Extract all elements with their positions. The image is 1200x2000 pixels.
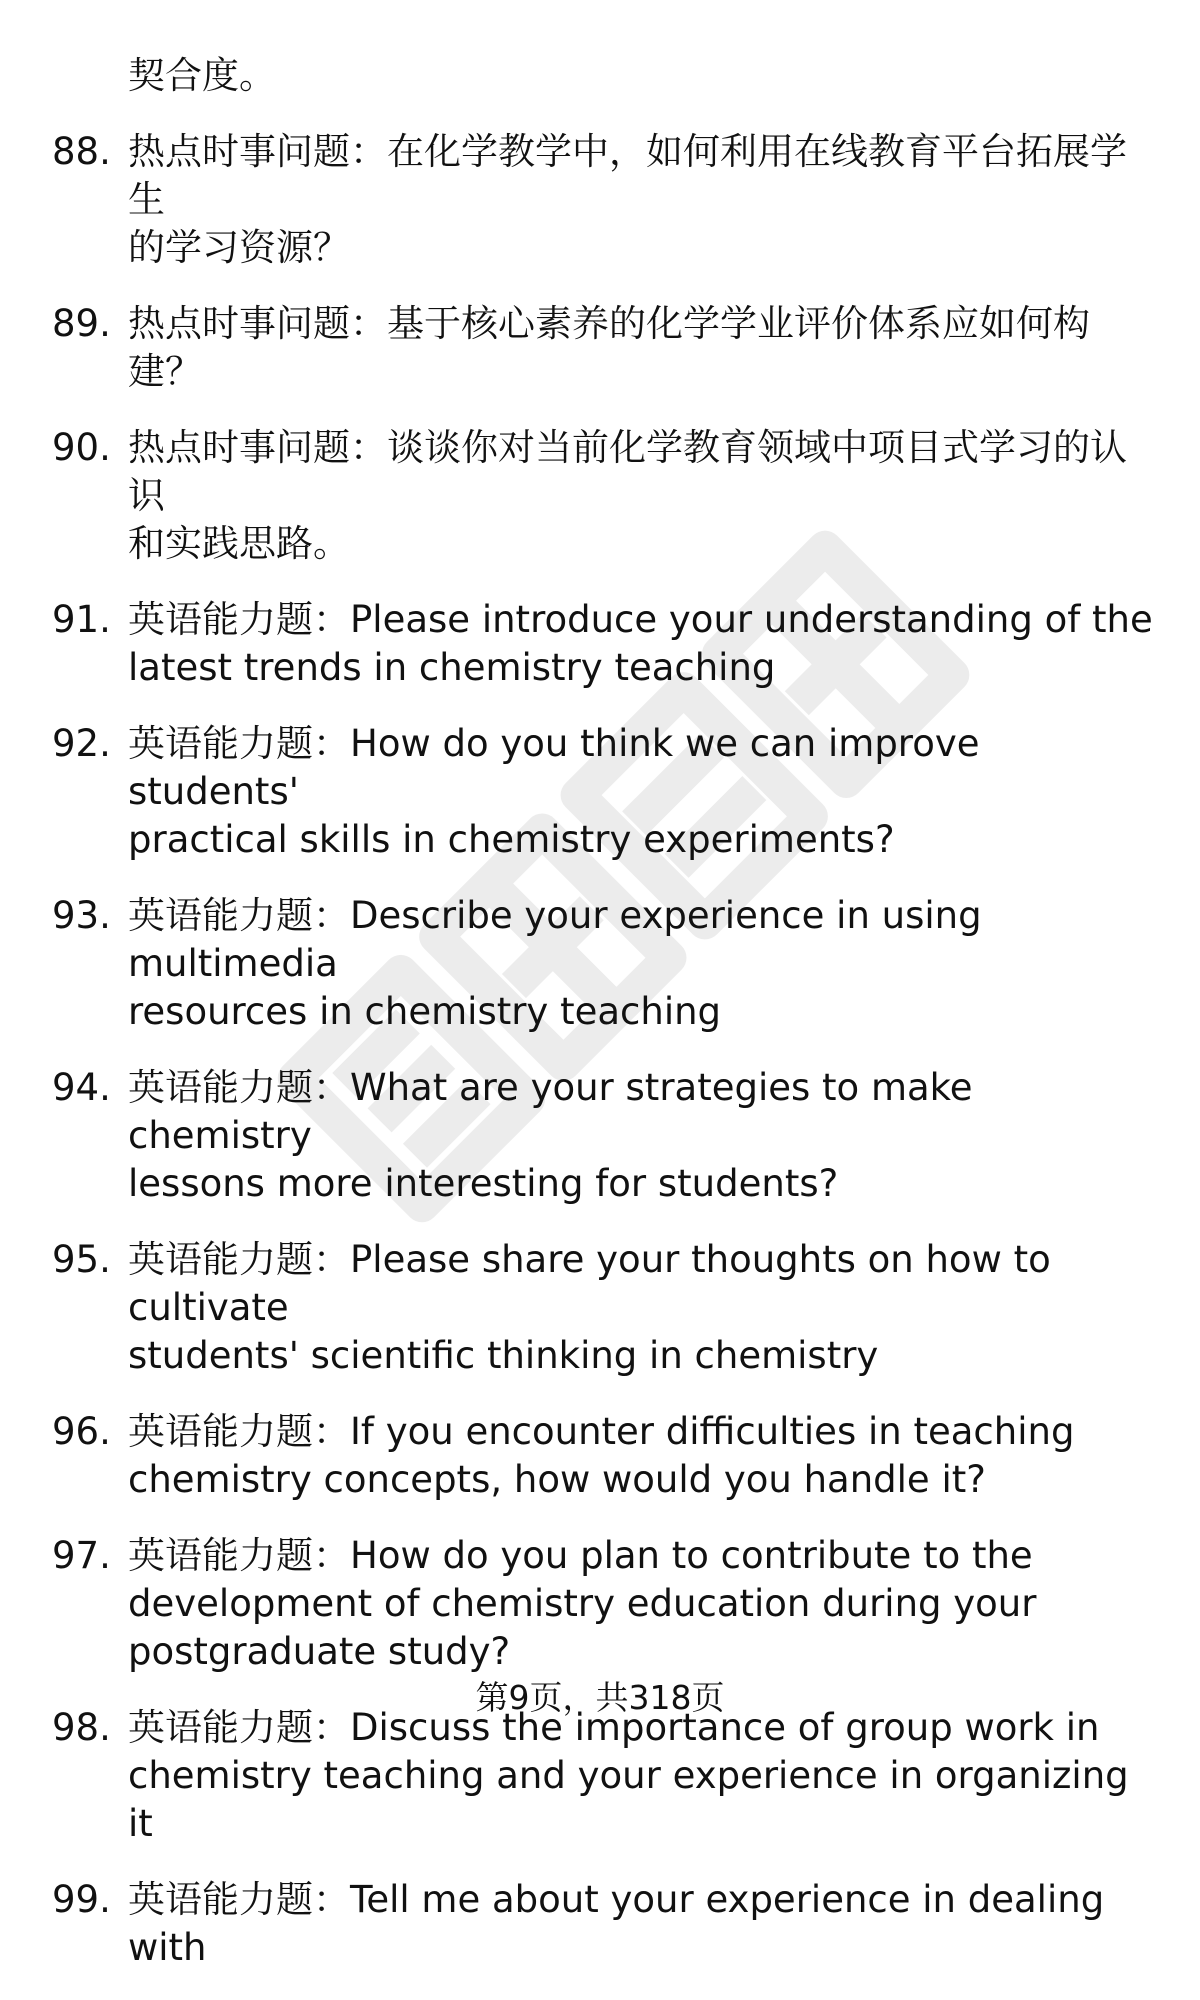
item-text: 热点时事问题：谈谈你对当前化学教育领域中项目式学习的认识 和实践思路。 — [128, 426, 1127, 565]
item-number: 95. — [52, 1238, 111, 1281]
item-text: 英语能力题：If you encounter difficulties in teaching chemistry concepts, how would you handle it? — [128, 1410, 1075, 1501]
item-number: 93. — [52, 894, 111, 937]
item-number: 89. — [52, 302, 111, 345]
list-item — [0, 596, 1200, 692]
item-number: 98. — [52, 1706, 111, 1749]
list-item — [0, 1064, 1200, 1208]
list-item — [0, 1704, 1200, 1848]
item-text: 英语能力题：Discuss the importance of group work in chemistry teaching and your experience in organizing it — [128, 1706, 1129, 1845]
item-text: 契合度。 — [128, 54, 276, 97]
item-number: 99. — [52, 1878, 111, 1921]
item-text: 英语能力题：Tell me about your experience in dealing with — [128, 1878, 1105, 1969]
list-item — [0, 424, 1200, 568]
item-text: 热点时事问题：在化学教学中，如何利用在线教育平台拓展学生 的学习资源？ — [128, 130, 1127, 269]
list-item — [0, 128, 1200, 272]
item-text: 英语能力题：Please introduce your understanding of the latest trends in chemistry teaching — [128, 598, 1153, 689]
item-number: 88. — [52, 130, 111, 173]
list-item — [0, 1532, 1200, 1676]
list-item — [0, 720, 1200, 864]
item-number: 97. — [52, 1534, 111, 1577]
item-text: 英语能力题：How do you plan to contribute to the development of chemistry education during your postgraduate study? — [128, 1534, 1037, 1673]
list-item — [0, 1876, 1200, 1972]
item-text: 英语能力题：What are your strategies to make chemistry lessons more interesting for students? — [128, 1066, 973, 1205]
item-number: 96. — [52, 1410, 111, 1453]
item-number: 91. — [52, 598, 111, 641]
item-text: 英语能力题：Describe your experience in using multimedia resources in chemistry teaching — [128, 894, 982, 1033]
list-item — [0, 1408, 1200, 1504]
list-item — [0, 52, 1200, 100]
item-number: 92. — [52, 722, 111, 765]
item-number: 94. — [52, 1066, 111, 1109]
page-footer: 第9页，共318页 — [475, 1678, 725, 1717]
item-text: 热点时事问题：基于核心素养的化学学业评价体系应如何构建？ — [128, 302, 1090, 393]
list-item — [0, 892, 1200, 1036]
item-text: 英语能力题：How do you think we can improve students' practical skills in chemistry experiments? — [128, 722, 980, 861]
list-item — [0, 300, 1200, 396]
item-text: 英语能力题：Please share your thoughts on how to cultivate students' scientific thinking in chemistry — [128, 1238, 1051, 1377]
item-number: 90. — [52, 426, 111, 469]
list-item — [0, 1236, 1200, 1380]
